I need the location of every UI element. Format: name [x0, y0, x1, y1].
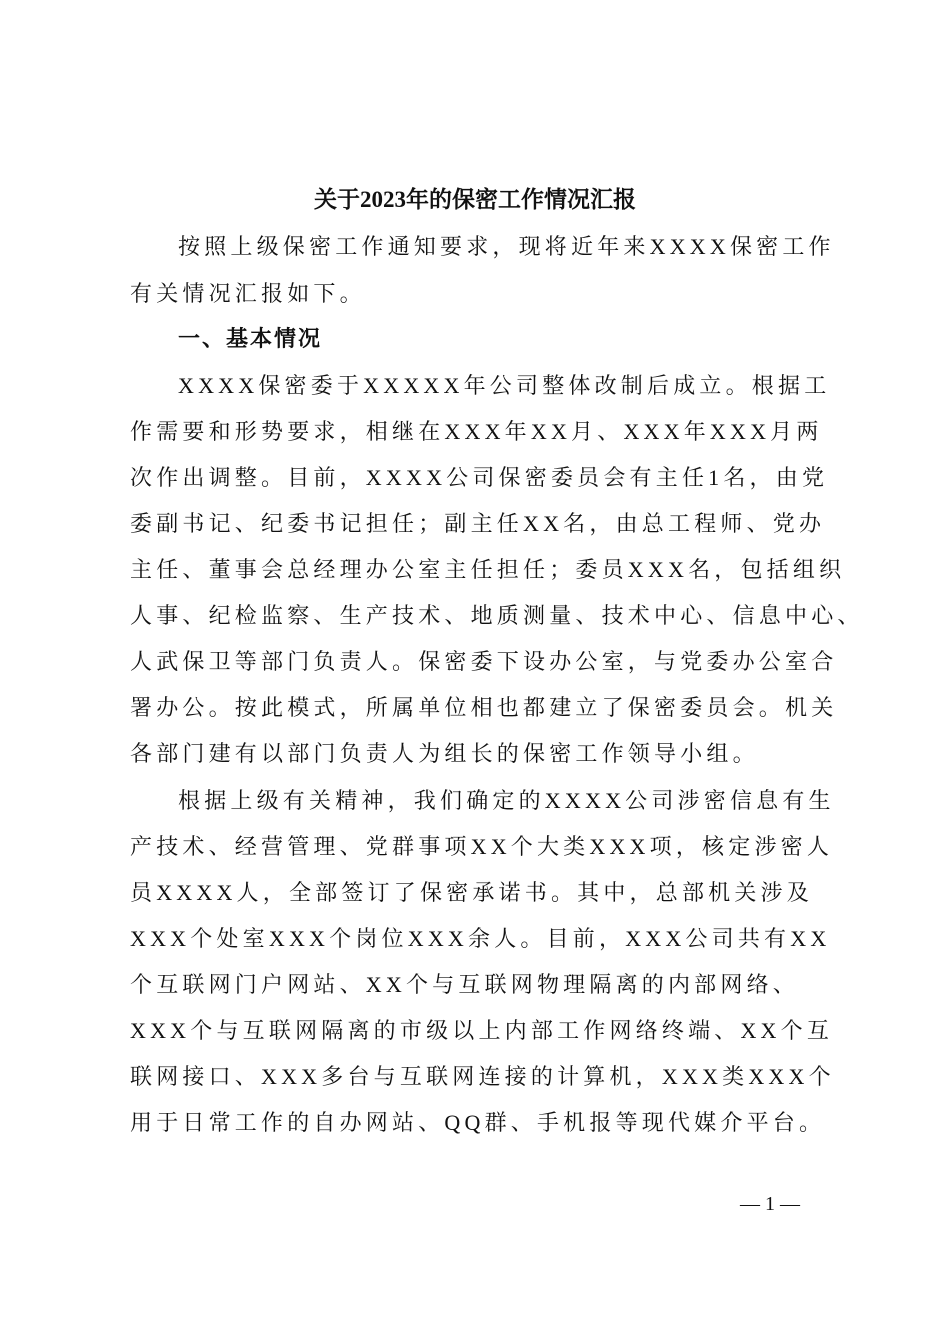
- paragraph-committee-line-8: 署办公。按此模式，所属单位相也都建立了保密委员会。机关: [130, 695, 838, 720]
- page-number: — 1 —: [740, 1193, 800, 1215]
- paragraph-classified-line-1: 根据上级有关精神，我们确定的XXXX公司涉密信息有生: [178, 788, 835, 813]
- section-heading-basic-situation: 一、基本情况: [178, 327, 323, 352]
- paragraph-classified-line-3: 员XXXX人，全部签订了保密承诺书。其中，总部机关涉及: [130, 880, 813, 905]
- paragraph-classified-line-6: XXX个与互联网隔离的市级以上内部工作网络终端、XX个互: [130, 1018, 834, 1043]
- paragraph-committee-line-4: 委副书记、纪委书记担任；副主任XX名，由总工程师、党办: [130, 511, 826, 536]
- paragraph-committee-line-3: 次作出调整。目前，XXXX公司保密委员会有主任1名，由党: [130, 465, 829, 490]
- paragraph-committee-line-2: 作需要和形势要求，相继在XXX年XX月、XXX年XXX月两: [130, 419, 823, 444]
- paragraph-committee-line-1: XXXX保密委于XXXXX年公司整体改制后成立。根据工: [178, 373, 831, 398]
- paragraph-classified-line-7: 联网接口、XXX多台与互联网连接的计算机，XXX类XXX个: [130, 1064, 835, 1089]
- paragraph-intro-line-2: 有关情况汇报如下。: [130, 281, 366, 306]
- paragraph-committee-line-6: 人事、纪检监察、生产技术、地质测量、技术中心、信息中心、: [130, 603, 864, 628]
- paragraph-committee-line-9: 各部门建有以部门负责人为组长的保密工作领导小组。: [130, 741, 759, 766]
- paragraph-classified-line-8: 用于日常工作的自办网站、QQ群、手机报等现代媒介平台。: [130, 1110, 826, 1135]
- paragraph-classified-line-5: 个互联网门户网站、XX个与互联网物理隔离的内部网络、: [130, 972, 799, 997]
- paragraph-intro-line-1: 按照上级保密工作通知要求，现将近年来XXXX保密工作: [178, 234, 835, 259]
- document-title: 关于2023年的保密工作情况汇报: [314, 187, 636, 212]
- paragraph-committee-line-7: 人武保卫等部门负责人。保密委下设办公室，与党委办公室合: [130, 649, 838, 674]
- paragraph-committee-line-5: 主任、董事会总经理办公室主任担任；委员XXX名，包括组织: [130, 557, 846, 582]
- paragraph-classified-line-2: 产技术、经营管理、党群事项XX个大类XXX项，核定涉密人: [130, 834, 834, 859]
- paragraph-classified-line-4: XXX个处室XXX个岗位XXX余人。目前，XXX公司共有XX: [130, 926, 831, 951]
